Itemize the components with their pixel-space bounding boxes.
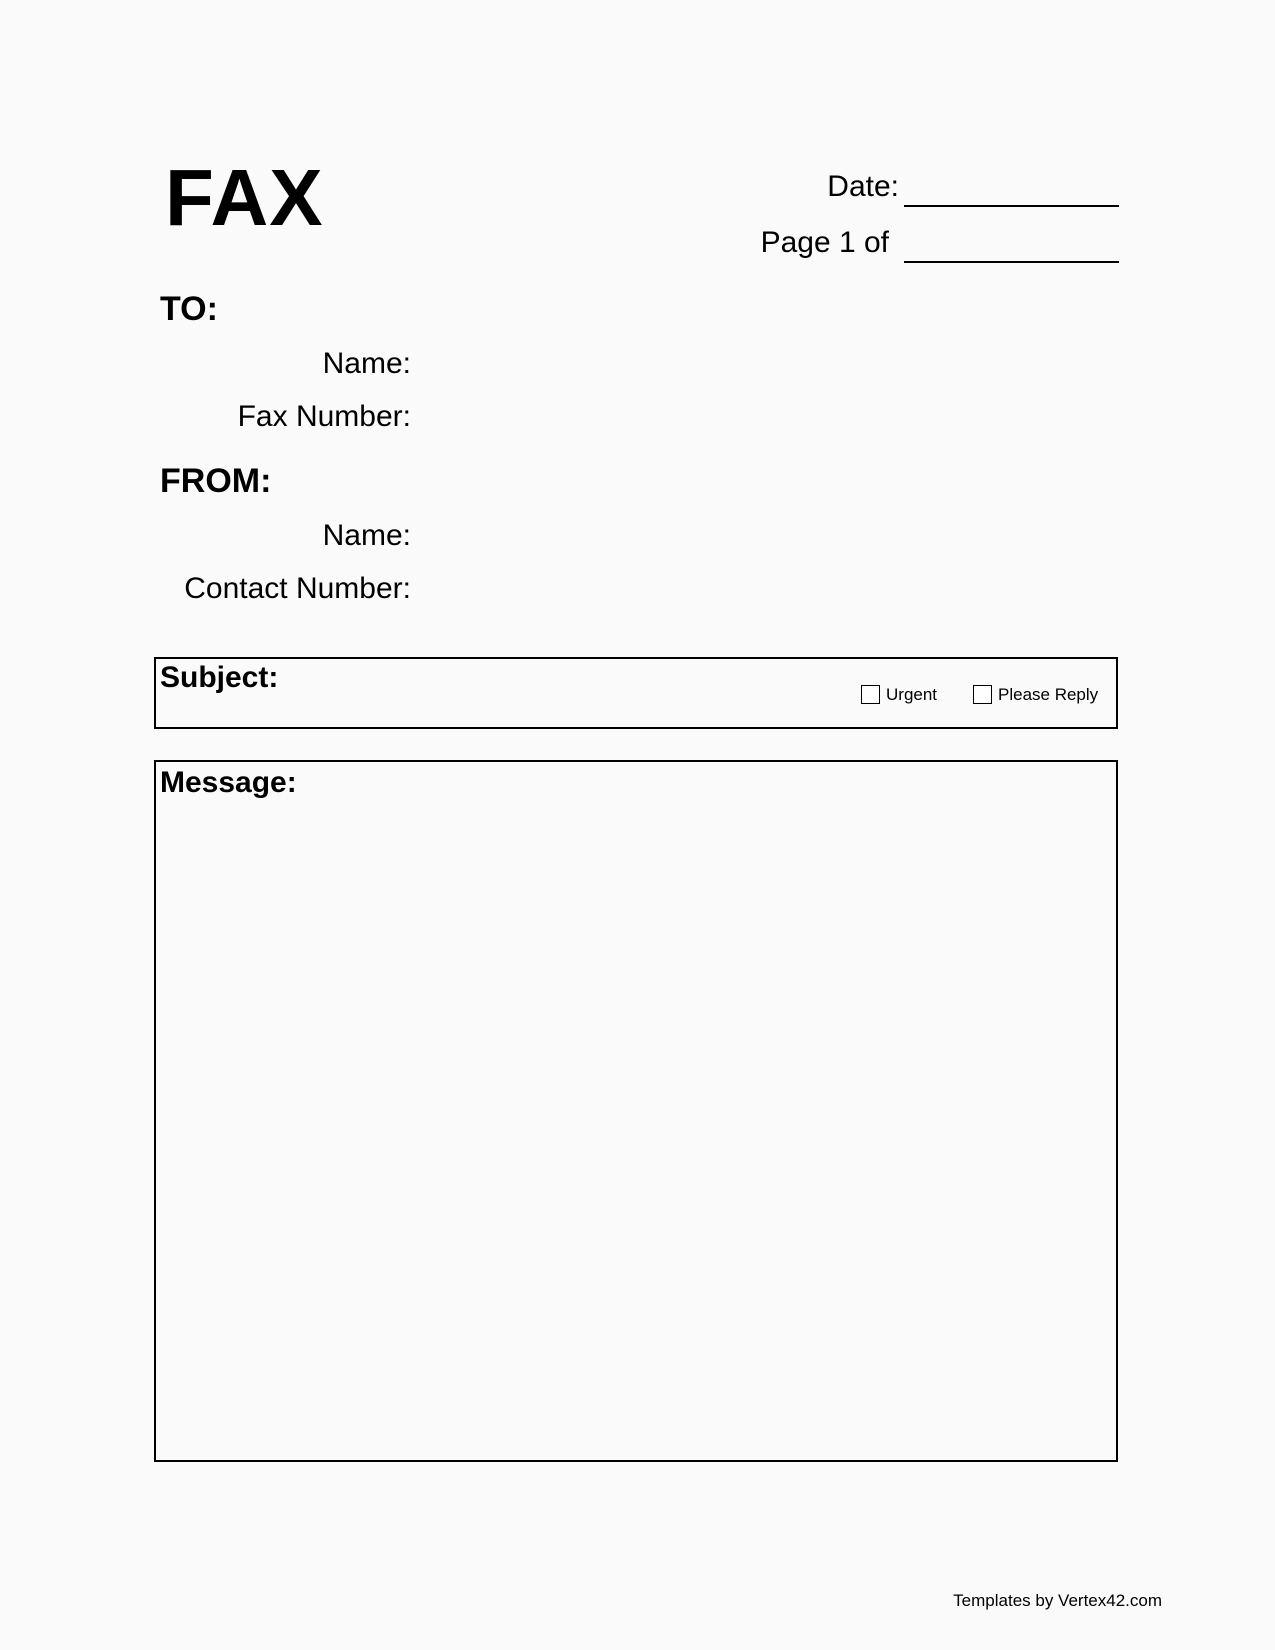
message-label: Message:: [160, 766, 297, 799]
urgent-option[interactable]: [861, 685, 937, 704]
fax-title: FAX: [165, 153, 324, 242]
to-heading: TO:: [160, 290, 218, 328]
please-reply-checkbox[interactable]: [973, 685, 992, 704]
page-count-field-line[interactable]: [904, 261, 1119, 263]
footer-credit: Templates by Vertex42.com: [953, 1591, 1162, 1610]
page-count-label: Page 1 of: [760, 226, 889, 259]
from-name-label: Name:: [322, 519, 411, 552]
date-field-line[interactable]: [904, 205, 1119, 207]
urgent-checkbox[interactable]: [861, 685, 880, 704]
subject-label: Subject:: [160, 661, 279, 694]
from-contact-number-label: Contact Number:: [184, 572, 411, 605]
please-reply-label: Please Reply: [998, 685, 1099, 704]
to-name-label: Name:: [322, 347, 411, 380]
please-reply-option[interactable]: [973, 685, 1098, 704]
urgent-label: Urgent: [886, 685, 938, 704]
to-fax-number-label: Fax Number:: [237, 400, 411, 433]
date-label: Date:: [827, 170, 899, 203]
subject-box[interactable]: [154, 657, 1118, 729]
message-box[interactable]: [154, 760, 1118, 1462]
from-heading: FROM:: [160, 462, 272, 500]
